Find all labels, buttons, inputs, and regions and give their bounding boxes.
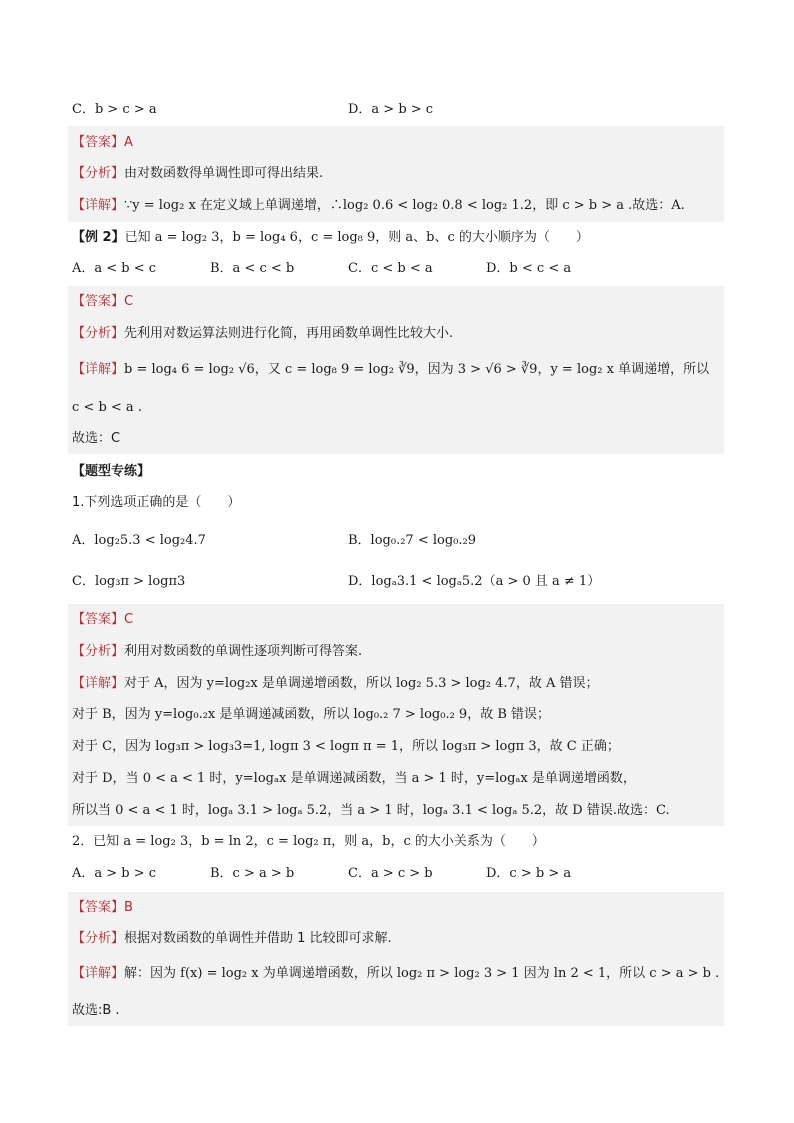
detail-row-continued: c < b < a .: [72, 400, 142, 415]
answer-tag: 【答案】: [72, 135, 125, 150]
q2-option-a: A．a > b > c: [72, 866, 157, 881]
ex2-option-b: B．a < c < b: [210, 261, 295, 276]
analysis-text: 根据对数函数的单调性并借助 1 比较即可求解.: [124, 931, 392, 946]
analysis-text: 先利用对数运算法则进行化简，再用函数单调性比较大小.: [124, 326, 454, 341]
q2-option-c: C．a > c > b: [348, 866, 433, 881]
detail-line-d: 对于 D，当 0 < a < 1 时，y=logₐx 是单调递减函数，当 a > 1 时，y=logₐx 是单调递增函数，: [72, 771, 636, 786]
answer-row: [72, 292, 133, 312]
ex2-option-a: A．a < b < c: [72, 261, 157, 276]
example-2-title: [72, 228, 589, 248]
question-1-stem: 1.下列选项正确的是（ ）: [72, 495, 241, 510]
detail-text: 解：因为 f(x) = log₂ x 为单调递增函数，所以 log₂ π > log₂ 3 > 1 因为 ln 2 < 1，所以 c > a > b .: [124, 966, 720, 981]
q1-option-b: B．log₀.₂7 < log₀.₂9: [348, 533, 476, 548]
analysis-text: 由对数函数得单调性即可得出结果.: [124, 166, 324, 181]
solution-block-3: [68, 604, 724, 826]
analysis-tag: 【分析】: [72, 326, 125, 341]
detail-row: [72, 674, 598, 694]
analysis-tag: 【分析】: [72, 644, 125, 659]
analysis-row: [72, 164, 323, 184]
analysis-row: [72, 642, 362, 662]
q1-option-a: A．log₂5.3 < log₂4.7: [72, 533, 206, 548]
conclusion-text: 故选：C: [72, 431, 121, 446]
solution-block-1: [68, 126, 724, 222]
answer-row: [72, 610, 133, 630]
detail-row: [72, 360, 709, 380]
solution-block-4: [68, 892, 724, 1026]
example-2-tag: 【例 2】: [72, 230, 125, 245]
detail-line-b: 对于 B，因为 y=log₀.₂x 是单调递减函数，所以 log₀.₂ 7 > log₀.₂ 9，故 B 错误；: [72, 707, 551, 722]
answer-value: A: [124, 135, 133, 150]
answer-value: C: [124, 612, 134, 627]
analysis-tag: 【分析】: [72, 931, 125, 946]
answer-tag: 【答案】: [72, 612, 125, 627]
detail-text: ∵y = log₂ x 在定义域上单调递增，∴log₂ 0.6 < log₂ 0.8 < log₂ 1.2，即 c > b > a .故选：A.: [124, 198, 685, 213]
conclusion-row: [72, 429, 120, 449]
analysis-row: [72, 929, 392, 949]
detail-text: 对于 A，因为 y=log₂x 是单调递增函数，所以 log₂ 5.3 > log₂ 4.7，故 A 错误；: [124, 676, 599, 691]
detail-tag: 【详解】: [72, 362, 125, 377]
option-c: C．b > c > a: [72, 102, 157, 117]
detail-text: b = log₄ 6 = log₂ √6，又 c = log₈ 9 = log₂ ∛9，因为 3 > √6 > ∛9，y = log₂ x 单调递增，所以: [124, 362, 710, 377]
section-title: 【题型专练】: [72, 464, 151, 479]
example-2-stem: 已知 a = log₂ 3，b = log₄ 6，c = log₈ 9，则 a、b、c 的大小顺序为（ ）: [124, 230, 589, 245]
question-2-stem: 2．已知 a = log₂ 3，b = ln 2，c = log₂ π，则 a，b，c 的大小关系为（ ）: [72, 834, 545, 849]
answer-tag: 【答案】: [72, 294, 125, 309]
analysis-row: [72, 324, 453, 344]
solution-block-2: [68, 286, 724, 454]
answer-row: [72, 133, 133, 153]
ex2-option-d: D．b < c < a: [486, 261, 572, 276]
q1-option-d: D．logₐ3.1 < logₐ5.2（a > 0 且 a ≠ 1）: [348, 574, 601, 589]
option-d: D．a > b > c: [348, 102, 434, 117]
answer-value: C: [124, 294, 134, 309]
q2-option-d: D．c > b > a: [486, 866, 572, 881]
ex2-option-c: C．c < b < a: [348, 261, 433, 276]
detail-line-d-continued: 所以当 0 < a < 1 时，logₐ 3.1 > logₐ 5.2，当 a > 1 时，logₐ 3.1 < logₐ 5.2，故 D 错误.故选：C.: [72, 803, 670, 818]
detail-tag: 【详解】: [72, 676, 125, 691]
q1-option-c: C．log₃π > logπ3: [72, 574, 186, 589]
q2-option-b: B．c > a > b: [210, 866, 295, 881]
detail-tag: 【详解】: [72, 198, 125, 213]
answer-row: [72, 898, 133, 918]
detail-tag: 【详解】: [72, 966, 125, 981]
analysis-tag: 【分析】: [72, 166, 125, 181]
answer-tag: 【答案】: [72, 900, 125, 915]
detail-row: [72, 196, 685, 216]
detail-row: [72, 964, 719, 984]
conclusion-row: 故选:B .: [72, 1003, 120, 1018]
answer-value: B: [124, 900, 133, 915]
analysis-text: 利用对数函数的单调性逐项判断可得答案.: [124, 644, 363, 659]
detail-line-c: 对于 C，因为 log₃π > log₃3=1, logπ 3 < logπ π = 1，所以 log₃π > logπ 3，故 C 正确；: [72, 739, 620, 754]
